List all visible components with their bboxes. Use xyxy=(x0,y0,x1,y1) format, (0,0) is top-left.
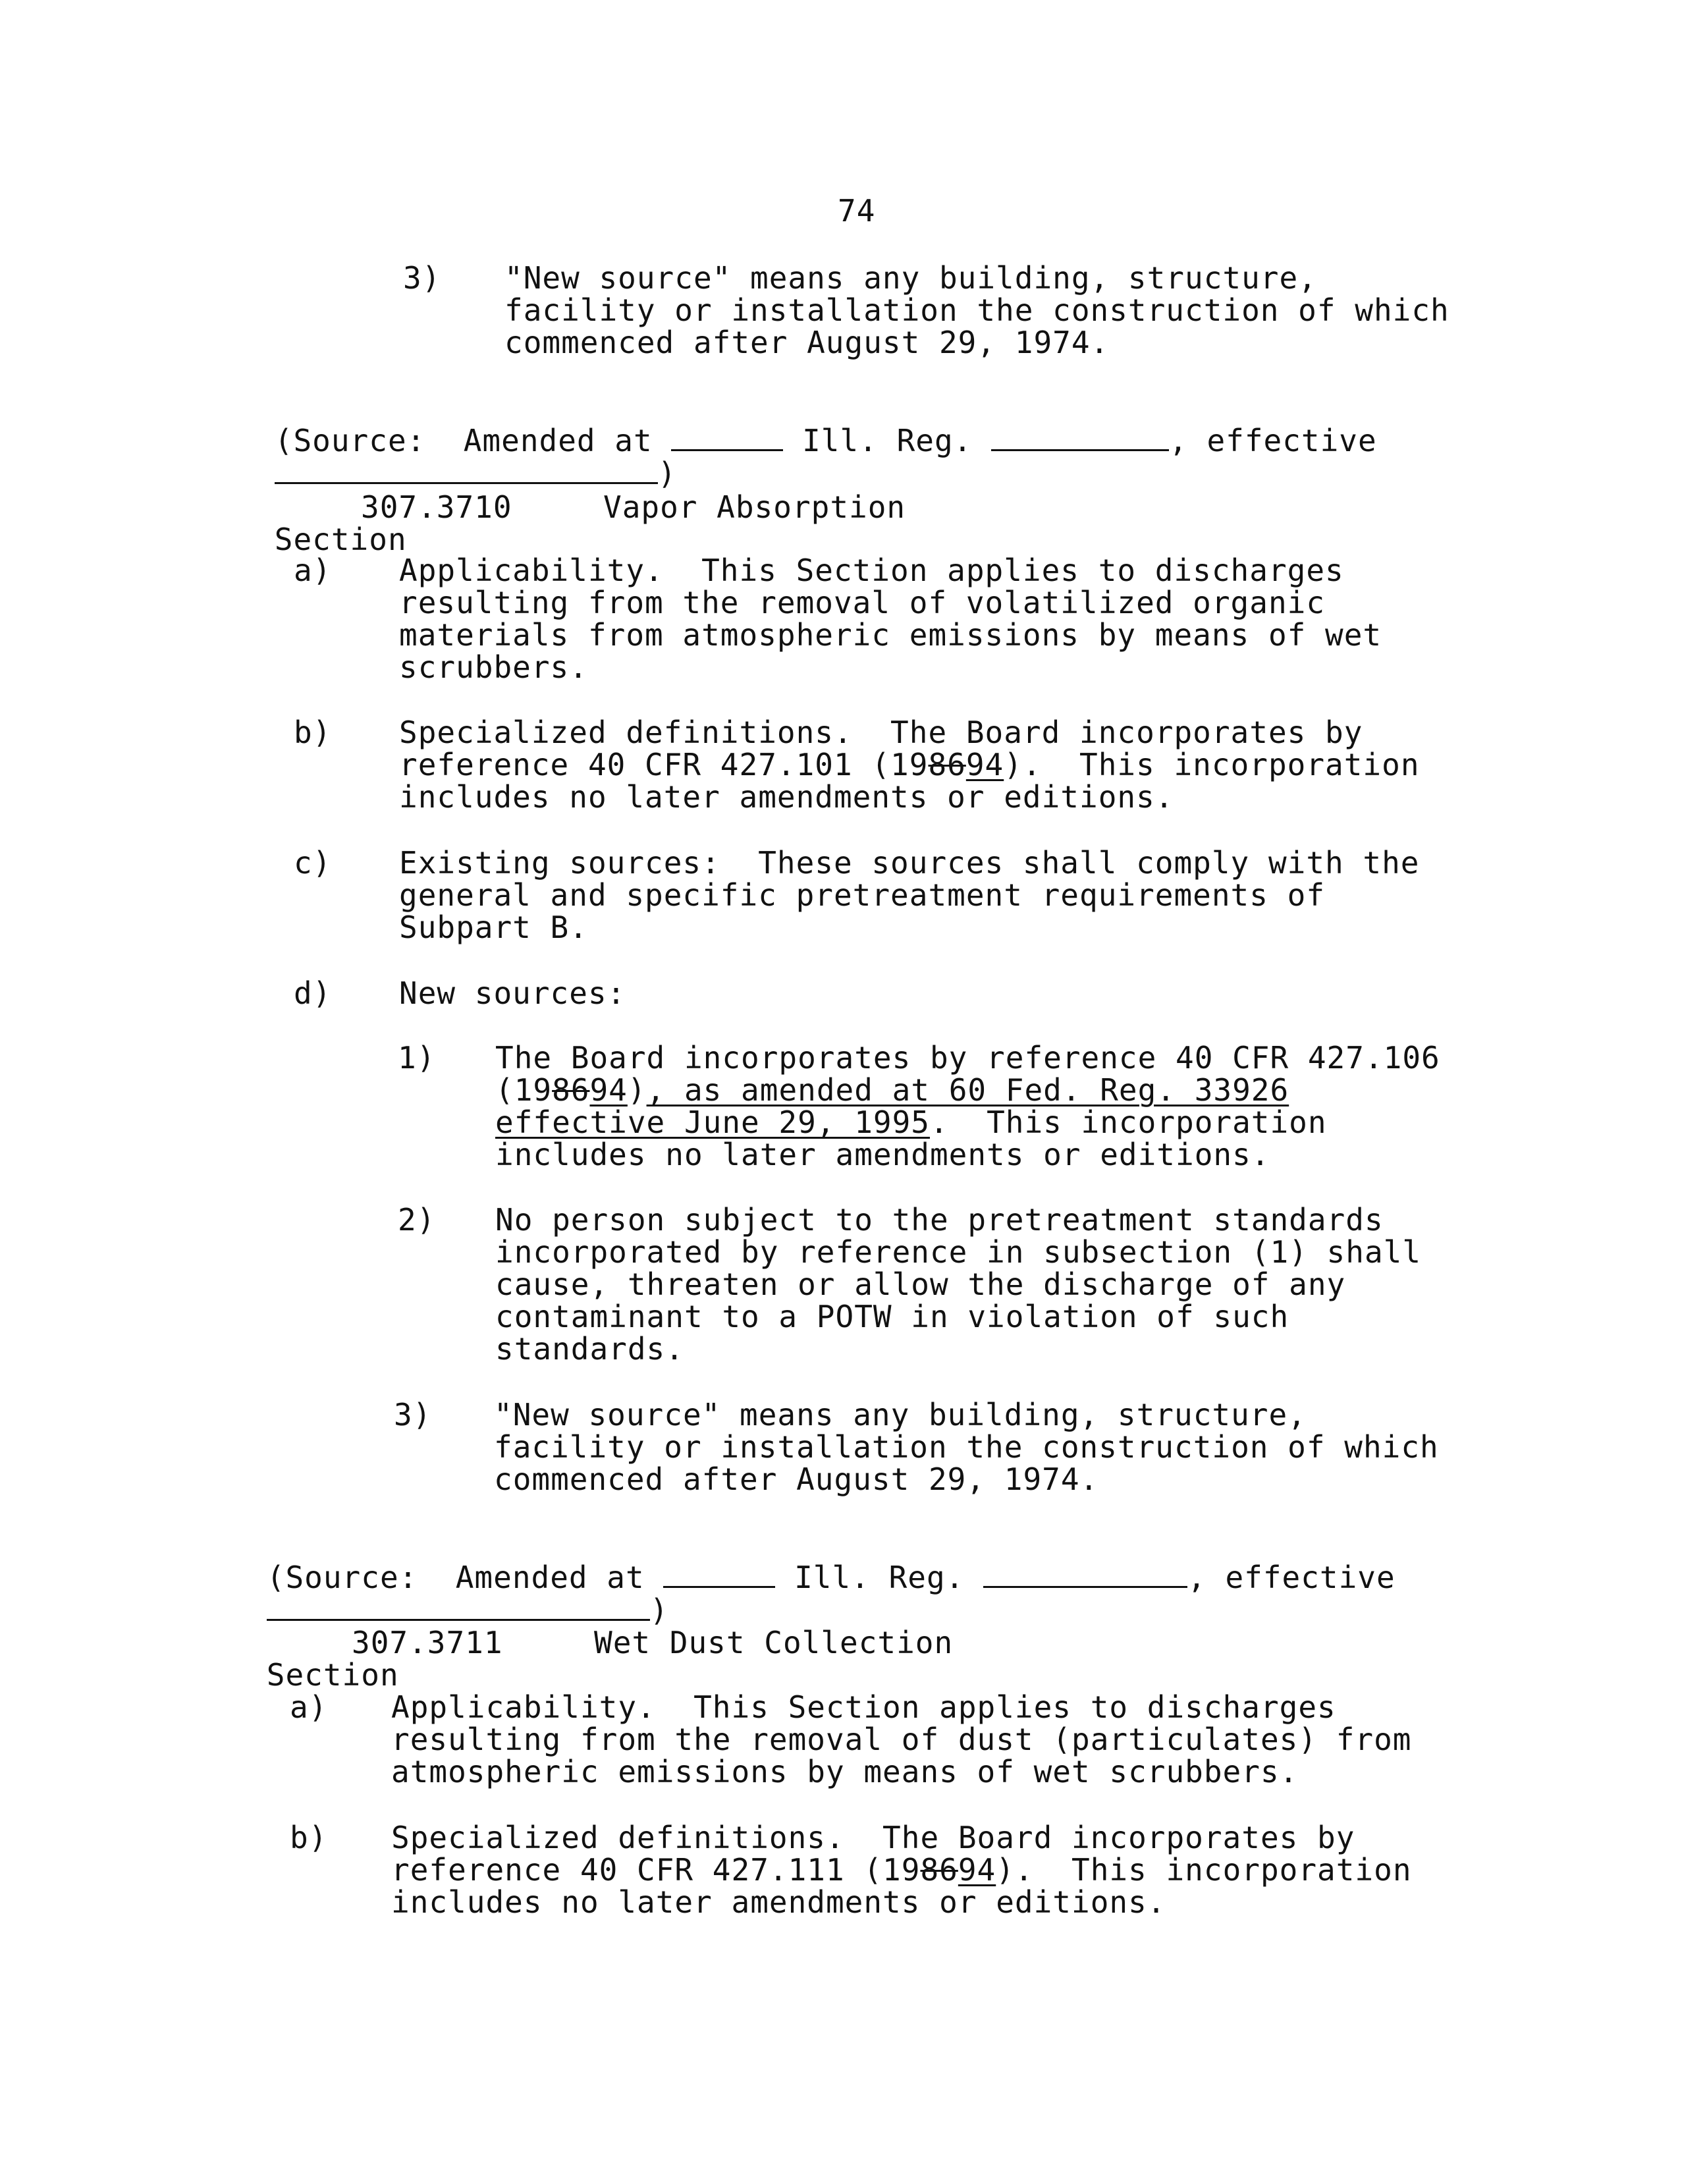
text-line: facility or installation the construction of which xyxy=(504,292,1450,328)
item-label: c) xyxy=(294,845,332,881)
text-line: resulting from the removal of volatilized organic xyxy=(399,585,1326,620)
item-text xyxy=(399,555,1382,684)
item-text xyxy=(504,262,1450,359)
source-amended: Amended at xyxy=(463,423,653,458)
item-label: b) xyxy=(290,1820,328,1855)
text-line: facility or installation the construction of which xyxy=(494,1429,1439,1465)
blank-date xyxy=(267,1595,650,1621)
struck-text: 86 xyxy=(928,747,966,782)
text-fragment: reference 40 CFR 427.101 (19 xyxy=(399,747,929,782)
inserted-text: 94 xyxy=(958,1852,996,1888)
inserted-text: 94 xyxy=(965,747,1004,782)
text-line: contaminant to a POTW in violation of such xyxy=(495,1299,1289,1334)
text-line: standards. xyxy=(495,1331,684,1367)
source-effective: effective xyxy=(1206,423,1377,458)
text-line: Existing sources: These sources shall comply with the xyxy=(399,845,1420,881)
item-text: New sources: xyxy=(399,975,626,1011)
text-line: includes no later amendments or editions. xyxy=(495,1137,1270,1172)
item-text xyxy=(399,847,1420,944)
source-amended: Amended at xyxy=(455,1560,645,1595)
item-text xyxy=(391,1822,1412,1919)
inserted-text: , as amended at 60 Fed. Reg. 33926 xyxy=(646,1072,1289,1108)
item-label: a) xyxy=(290,1689,328,1725)
text-line: Applicability. This Section applies to discharges xyxy=(391,1689,1336,1725)
source-illreg: Ill. Reg. xyxy=(802,423,973,458)
source-prefix: (Source: xyxy=(266,1560,418,1595)
section-prefix: Section xyxy=(266,1657,399,1693)
inserted-text: effective June 29, 1995 xyxy=(495,1105,930,1140)
blank-page xyxy=(983,1562,1187,1588)
subitem-label: 3) xyxy=(394,1397,432,1433)
section-title: Wet Dust Collection xyxy=(594,1625,954,1660)
text-line: scrubbers. xyxy=(399,649,588,685)
struck-text: 86 xyxy=(920,1852,958,1888)
text-fragment: ). This incorporation xyxy=(1004,747,1420,782)
section-prefix: Section xyxy=(274,522,407,557)
subitem-label: 1) xyxy=(398,1040,436,1076)
blank-page xyxy=(991,425,1169,451)
subitem-text xyxy=(494,1399,1439,1496)
inserted-text: 94 xyxy=(589,1072,628,1108)
source-close: ) xyxy=(649,1593,669,1628)
text-fragment: . This incorporation xyxy=(929,1105,1327,1140)
text-line: materials from atmospheric emissions by means of wet xyxy=(399,617,1382,653)
text-line: Applicability. This Section applies to discharges xyxy=(399,553,1344,588)
source-illreg: Ill. Reg. xyxy=(794,1560,965,1595)
text-line: Specialized definitions. The Board incorporates by xyxy=(391,1820,1355,1855)
text-line: Subpart B. xyxy=(399,910,588,945)
text-line: No person subject to the pretreatment standards xyxy=(495,1202,1384,1238)
text-line: "New source" means any building, structure, xyxy=(494,1397,1307,1433)
blank-volume xyxy=(671,425,783,451)
text-line: "New source" means any building, structure, xyxy=(504,260,1317,296)
blank-date xyxy=(275,458,658,484)
blank-volume xyxy=(663,1562,775,1588)
item-label: a) xyxy=(294,553,332,588)
text-line: includes no later amendments or editions. xyxy=(399,779,1174,815)
text-fragment: reference 40 CFR 427.111 (19 xyxy=(391,1852,921,1888)
text-line: incorporated by reference in subsection (1) shall xyxy=(495,1234,1422,1270)
text-line xyxy=(495,1074,1440,1106)
item-label: b) xyxy=(294,715,332,750)
text-fragment: ). This incorporation xyxy=(996,1852,1412,1888)
item-label: 3) xyxy=(403,260,441,296)
item-text xyxy=(391,1691,1412,1788)
text-line xyxy=(495,1106,1440,1139)
text-line: The Board incorporates by reference 40 CFR 427.106 xyxy=(495,1040,1440,1076)
section-number: 307.3710 xyxy=(361,489,512,525)
text-line: Specialized definitions. The Board incorporates by xyxy=(399,715,1363,750)
text-line xyxy=(391,1854,1412,1886)
source-note: (Source: Amended at Ill. Reg. , effective xyxy=(274,423,1377,458)
text-line: resulting from the removal of dust (particulates) from xyxy=(391,1722,1412,1757)
source-close: ) xyxy=(657,456,677,491)
item-text xyxy=(399,717,1420,813)
text-line: commenced after August 29, 1974. xyxy=(494,1461,1099,1497)
subitem-text xyxy=(495,1042,1440,1171)
text-line: commenced after August 29, 1974. xyxy=(504,325,1110,360)
source-note: (Source: Amended at Ill. Reg. , effective xyxy=(266,1560,1395,1595)
text-line: general and specific pretreatment requirements of xyxy=(399,877,1326,913)
text-fragment: (19 xyxy=(495,1072,553,1108)
item-label: d) xyxy=(294,975,332,1011)
text-line: cause, threaten or allow the discharge of any xyxy=(495,1267,1346,1302)
section-title: Vapor Absorption xyxy=(603,489,906,525)
subitem-text xyxy=(495,1204,1421,1365)
struck-text: 86 xyxy=(552,1072,590,1108)
text-fragment: ) xyxy=(627,1072,647,1108)
source-effective: effective xyxy=(1225,1560,1395,1595)
text-line: atmospheric emissions by means of wet scrubbers. xyxy=(391,1754,1299,1789)
text-line: includes no later amendments or editions. xyxy=(391,1884,1166,1920)
source-prefix: (Source: xyxy=(274,423,426,458)
section-number: 307.3711 xyxy=(352,1625,503,1660)
subitem-label: 2) xyxy=(398,1202,436,1238)
text-line xyxy=(399,749,1420,781)
page-number: 74 xyxy=(838,193,876,229)
